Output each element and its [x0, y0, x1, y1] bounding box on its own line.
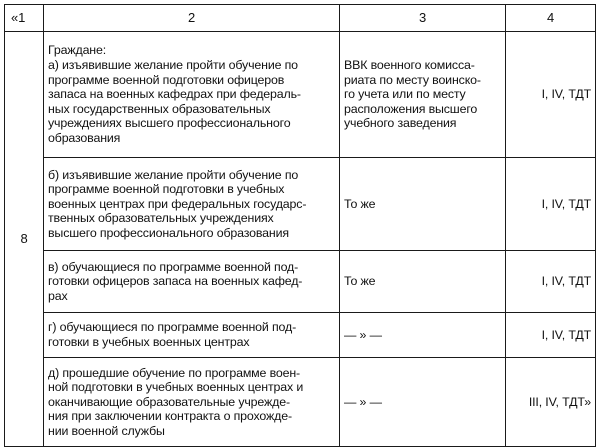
subject-line: образования: [48, 130, 121, 145]
subject-line: рах: [48, 288, 68, 303]
authority-line: риата по месту воинско-: [344, 72, 481, 87]
subject-cell-a: [44, 32, 340, 158]
regulation-table: [4, 4, 596, 447]
subject-line: ных государственных образовательных: [48, 101, 271, 116]
subject-line: учреждениях высшего профессионального: [48, 116, 291, 131]
table-row: [5, 32, 596, 158]
subject-cell-v: [44, 251, 340, 313]
header-col-2: 2: [44, 5, 340, 32]
subject-line: оканчивающие образовательные учрежде-: [48, 394, 290, 409]
authority-cell-a: [340, 32, 506, 158]
subject-cell-g: [44, 313, 340, 358]
category-cell-d: III, IV, ТДТ»: [506, 358, 596, 447]
authority-line: ВВК военного комисса-: [344, 58, 475, 73]
subject-line: военных центрах при федеральных государс-: [48, 196, 307, 211]
subject-line: г) обучающиеся по программе военной под-: [48, 320, 297, 335]
table-row: [5, 358, 596, 447]
row-number: 8: [5, 32, 44, 447]
header-col-1: «1: [5, 5, 44, 32]
authority-line: расположения высшего: [344, 101, 478, 116]
authority-line: го учета или по месту: [344, 87, 466, 102]
subject-line: запаса на военных кафедрах при федераль-: [48, 87, 301, 102]
subject-line: ной подготовки в учебных военных центрах и: [48, 380, 304, 395]
subject-line: готовки офицеров запаса на военных кафед-: [48, 274, 303, 289]
subject-line: твенных образовательных учреждениях: [48, 211, 274, 226]
table-row: [5, 251, 596, 313]
category-cell-v: I, IV, ТДТ: [506, 251, 596, 313]
category-cell-b: I, IV, ТДТ: [506, 158, 596, 251]
group-title: Граждане:: [48, 43, 107, 58]
authority-line: учебного заведения: [344, 116, 457, 131]
category-cell-g: I, IV, ТДТ: [506, 313, 596, 358]
header-col-4: 4: [506, 5, 596, 32]
category-cell-a: I, IV, ТДТ: [506, 32, 596, 158]
authority-cell-g: — » —: [340, 313, 506, 358]
authority-cell-v: То же: [340, 251, 506, 313]
authority-cell-b: То же: [340, 158, 506, 251]
table-row: [5, 158, 596, 251]
subject-cell-b: [44, 158, 340, 251]
authority-cell-d: — » —: [340, 358, 506, 447]
subject-line: программе военной подготовки офицеров: [48, 72, 285, 87]
subject-line: д) прошедшие обучение по программе воен-: [48, 365, 301, 380]
subject-line: а) изъявившие желание пройти обучение по: [48, 58, 298, 73]
header-col-3: 3: [340, 5, 506, 32]
table-row: [5, 313, 596, 358]
subject-line: программе военной подготовки в учебных: [48, 182, 285, 197]
header-row: [5, 5, 596, 32]
subject-line: нии военной службы: [48, 423, 165, 438]
subject-line: ния при заключении контракта о прохожде-: [48, 409, 292, 424]
subject-line: высшего профессионального образования: [48, 225, 289, 240]
subject-line: готовки в учебных военных центрах: [48, 335, 250, 349]
subject-line: б) изъявившие желание пройти обучение по: [48, 167, 299, 182]
subject-line: в) обучающиеся по программе военной под-: [48, 259, 299, 274]
subject-cell-d: [44, 358, 340, 447]
